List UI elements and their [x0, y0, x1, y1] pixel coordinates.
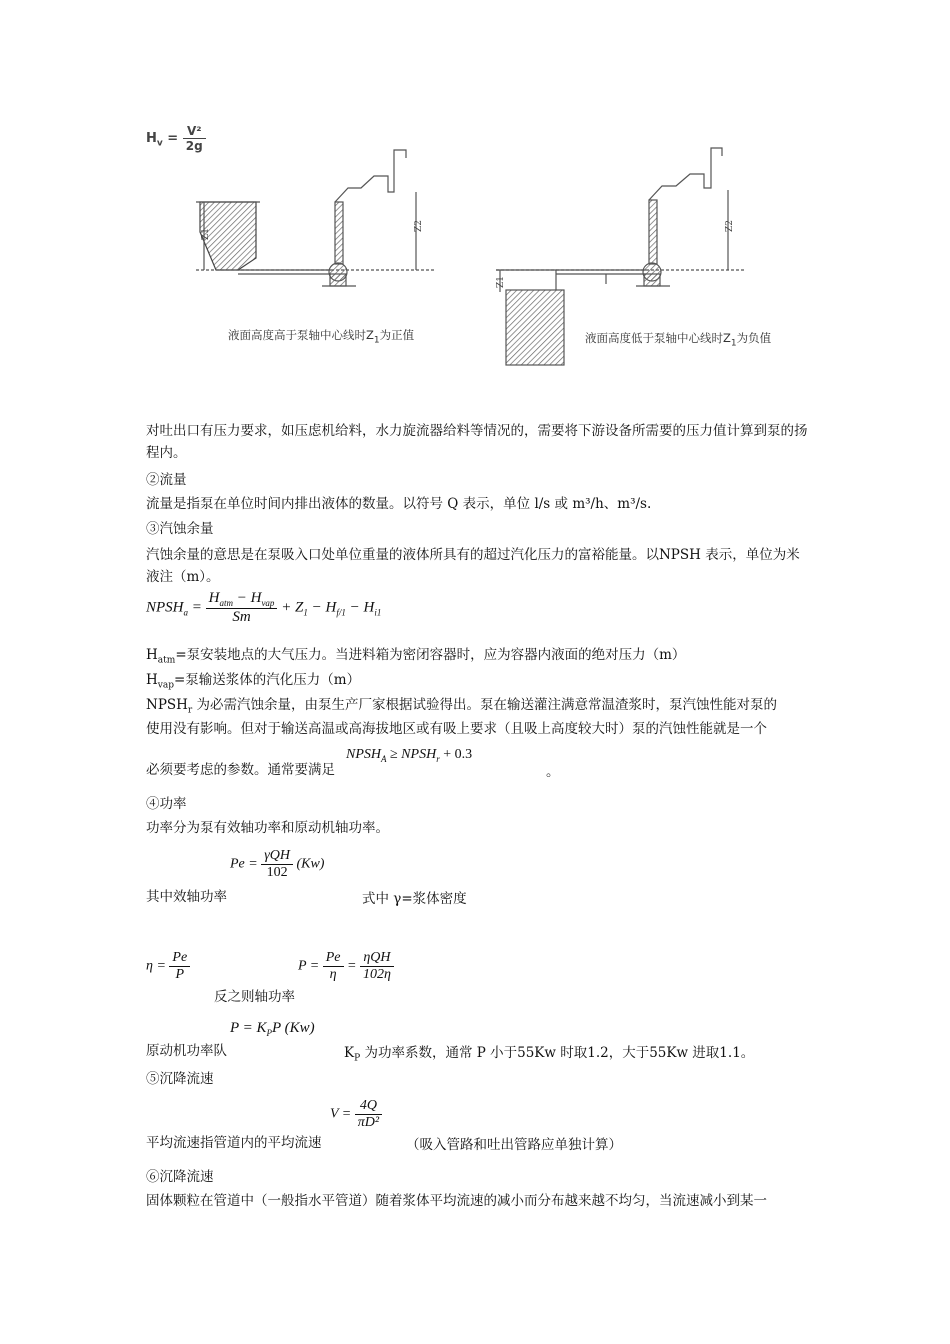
z2-label-right: Z2 — [725, 220, 735, 232]
heading-flow: ②流量 — [146, 472, 187, 488]
z1-label-left: Z1 — [201, 228, 211, 240]
hv-formula: $H_v$ = $\frac{\text{V²}}{2g}$ — [146, 124, 206, 153]
npsh-condition-equation: $NPSH_A$ ≥ $NPSH_r + 0.3$ — [346, 747, 473, 764]
gamma-text: 式中 γ=浆体密度 — [362, 891, 467, 907]
hatm-definition: $H_{atm}=$泵安装地点的大气压力。当进料箱为密闭容器时，应为容器内液面的绝对压力（m） — [146, 647, 686, 666]
z1-label-right: Z1 — [496, 276, 506, 288]
paragraph-settling: 固体颗粒在管道中（一般指水平管道）随着浆体平均流速的减小而分布越来越不均匀，当流速减小到某一 — [146, 1193, 767, 1209]
heading-npsh: ③汽蚀余量 — [146, 521, 214, 537]
hvap-definition: $H_{vap}=$泵输送浆体的汽化压力（m） — [146, 672, 361, 691]
eta-equation: η = $\frac{Pe}{P}$ — [146, 950, 190, 983]
reverse-shaft-power-label: 反之则轴功率 — [214, 989, 295, 1005]
heading-settling-velocity-2: ⑥沉降流速 — [146, 1169, 214, 1185]
npshr-definition: $NPSH_r$ 为必需汽蚀余量，由泵生产厂家根据试验得出。泵在输送灌注满意常温渣浆时，泵汽蚀性能对泵的 — [146, 697, 778, 716]
shaft-power-equation: P = $\frac{Pe}{\eta}$ = $\frac{\text{ηQH}}{102\eta}$ — [298, 950, 394, 983]
paragraph-pressure-requirement: 对吐出口有压力要求，如压虑机给料，水力旋流器给料等情况的，需要将下游设备所需要的压力值计算到泵的扬程内。 — [146, 423, 808, 461]
left-diagram-caption: 液面高度高于泵轴中心线时$Z_1$为正值 — [228, 328, 415, 346]
velocity-label: 平均流速指管道内的平均流速 — [146, 1135, 322, 1151]
kp-definition: $K_P$ 为功率系数，通常 P 小于55Kw 时取1.2，大于55Kw 进取1.1。 — [344, 1045, 755, 1064]
heading-power: ④功率 — [146, 796, 187, 812]
pe-equation: Pe = $\frac{\text{γQH}}{102}$ (Kw) — [230, 848, 325, 880]
motor-power-equation: $P = K_PP$ (Kw) — [230, 1020, 315, 1038]
paragraph-flow: 流量是指泵在单位时间内排出液体的数量。以符号 Q 表示，单位 l/s 或 m³/h、m³/s. — [146, 496, 652, 512]
heading-settling-velocity: ⑤沉降流速 — [146, 1071, 214, 1087]
npsh-condition-end: 。 — [546, 764, 560, 780]
npsha-equation: $NPSH_a$ = $\frac{H_{atm} - H_{vap}}{Sm}$ + $Z_1 - H_{f/1} - H_{i1}$ — [146, 590, 382, 625]
npshr-definition-line3: 必须要考虑的参数。通常要满足 — [146, 762, 335, 778]
z2-label-left: Z2 — [414, 220, 424, 232]
npshr-definition-line2: 使用没有影响。但对于输送高温或高海拔地区或有吸上要求（且吸上高度较大时）泵的汽蚀性能就是一个 — [146, 721, 767, 737]
paragraph-power: 功率分为泵有效轴功率和原动机轴功率。 — [146, 820, 389, 836]
velocity-equation: V = $\frac{4Q}{\text{πD²}}$ — [330, 1098, 382, 1131]
pe-label: 其中效轴功率 — [146, 889, 227, 905]
left-diagram — [196, 150, 436, 286]
right-diagram-caption: 液面高度低于泵轴中心线时$Z_1$为负值 — [585, 331, 772, 349]
motor-power-label: 原动机功率队 — [146, 1043, 227, 1059]
velocity-note: （吸入管路和吐出管路应单独计算） — [406, 1137, 622, 1153]
paragraph-npsh: 汽蚀余量的意思是在泵吸入口处单位重量的液体所具有的超过汽化压力的富裕能量。以NPSH 表示，单位为米液注（m）。 — [146, 547, 800, 585]
